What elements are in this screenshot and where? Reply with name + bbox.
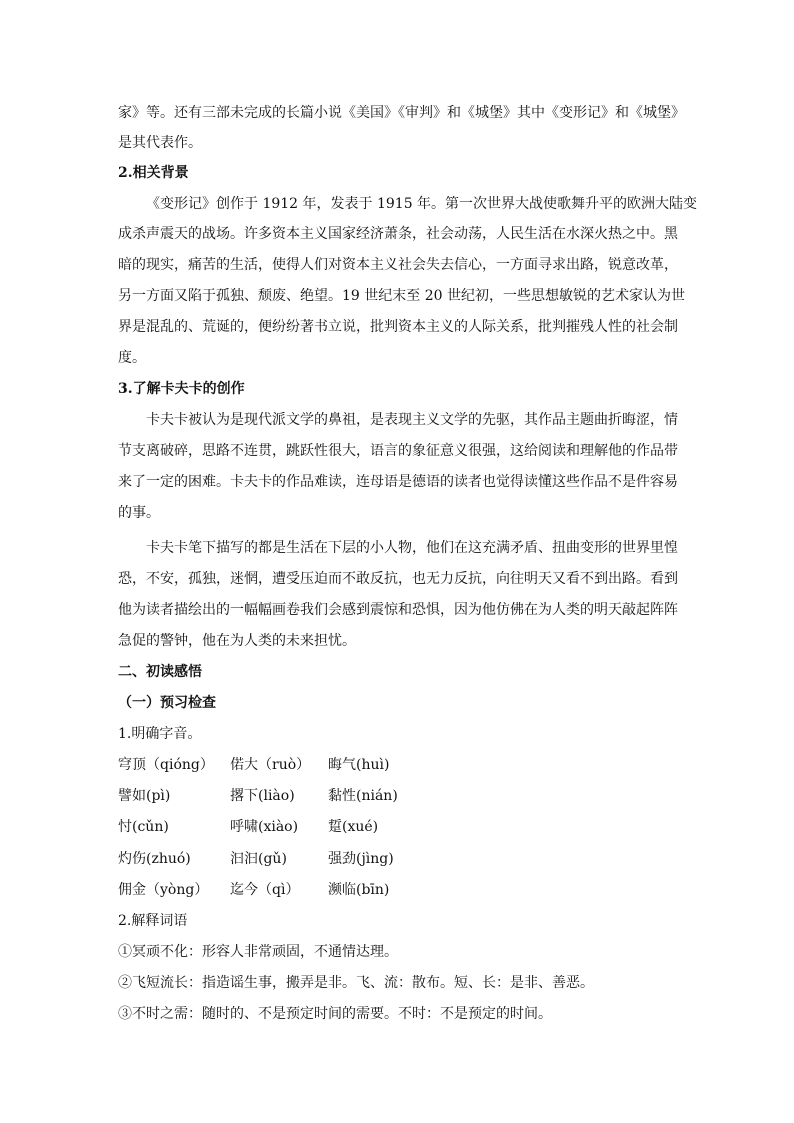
- pinyin-entry: 灼伤(zhuó): [118, 851, 191, 867]
- item-heading: 1.明确字音。: [118, 726, 202, 742]
- item-heading: 2.解释词语: [118, 913, 188, 929]
- definition-line: ②飞短流长：指造谣生事，搬弄是非。飞、流：散布。短、长：是非、善恶。: [118, 975, 594, 991]
- section-heading: 3.了解卡夫卡的创作: [118, 381, 245, 397]
- body-text-line: 来了一定的困难。卡夫卡的作品难读，连母语是德语的读者也觉得读懂这些作品不是件容易: [118, 474, 678, 490]
- body-text-line: 《变形记》创作于 1912 年，发表于 1915 年。第一次世界大战使歌舞升平的欧洲大陆变: [146, 196, 698, 212]
- body-text-line: 界是混乱的、荒诞的，便纷纷著书立说，批判资本主义的人际关系，批判摧残人性的社会制: [118, 319, 678, 335]
- pinyin-entry: 呼啸(xiào): [230, 819, 299, 835]
- body-text-line: 急促的警钟，他在为人类的未来担忧。: [118, 633, 356, 649]
- body-text-line: 的事。: [118, 505, 160, 521]
- pinyin-entry: 穹顶（qióng）: [118, 757, 214, 773]
- body-text-line: 度。: [118, 350, 146, 366]
- pinyin-entry: 濒临(bīn): [328, 882, 390, 898]
- part-heading: 二、初读感悟: [118, 664, 202, 680]
- body-text-line: 暗的现实，痛苦的生活，使得人们对资本主义社会失去信心，一方面寻求出路，锐意改革，: [118, 257, 678, 273]
- pinyin-entry: 偌大（ruò）: [230, 757, 311, 773]
- sub-heading: （一）预习检查: [118, 695, 216, 711]
- definition-line: ①冥顽不化：形容人非常顽固，不通情达理。: [118, 944, 398, 960]
- pinyin-entry: 撂下(liào): [230, 788, 295, 804]
- pinyin-entry: 佣金（yòng）: [118, 882, 209, 898]
- body-text-line: 卡夫卡被认为是现代派文学的鼻祖，是表现主义文学的先驱，其作品主题曲折晦涩，情: [146, 412, 678, 428]
- pinyin-entry: 譬如(pì): [118, 788, 171, 804]
- body-text-line: 是其代表作。: [118, 135, 202, 151]
- pinyin-entry: 忖(cǔn): [118, 819, 169, 835]
- body-text-line: 成杀声震天的战场。许多资本主义国家经济萧条，社会动荡，人民生活在水深火热之中。黑: [118, 226, 678, 242]
- section-heading: 2.相关背景: [118, 165, 189, 181]
- body-text-line: 另一方面又陷于孤独、颓废、绝望。19 世纪末至 20 世纪初，一些思想敏锐的艺术家认为世: [118, 288, 685, 304]
- pinyin-entry: 踅(xué): [328, 819, 379, 835]
- body-text-line: 家》等。还有三部未完成的长篇小说《美国》《审判》和《城堡》其中《变形记》和《城堡》: [118, 105, 685, 121]
- pinyin-entry: 黏性(nián): [328, 788, 398, 804]
- body-text-line: 他为读者描绘出的一幅幅画卷我们会感到震惊和恐惧，因为他仿佛在为人类的明天敲起阵阵: [118, 602, 678, 618]
- pinyin-entry: 迄今（qì）: [230, 882, 300, 898]
- body-text-line: 卡夫卡笔下描写的都是生活在下层的小人物，他们在这充满矛盾、扭曲变形的世界里惶: [146, 540, 678, 556]
- pinyin-entry: 晦气(huì): [328, 757, 390, 773]
- definition-line: ③不时之需：随时的、不是预定时间的需要。不时：不是预定的时间。: [118, 1006, 552, 1022]
- body-text-line: 恐，不安，孤独，迷惘，遭受压迫而不敢反抗，也无力反抗，向往明天又看不到出路。看到: [118, 571, 678, 587]
- pinyin-entry: 汩汩(gǔ): [230, 851, 287, 867]
- body-text-line: 节支离破碎，思路不连贯，跳跃性很大，语言的象征意义很强，这给阅读和理解他的作品带: [118, 443, 678, 459]
- pinyin-entry: 强劲(jìng): [328, 851, 394, 867]
